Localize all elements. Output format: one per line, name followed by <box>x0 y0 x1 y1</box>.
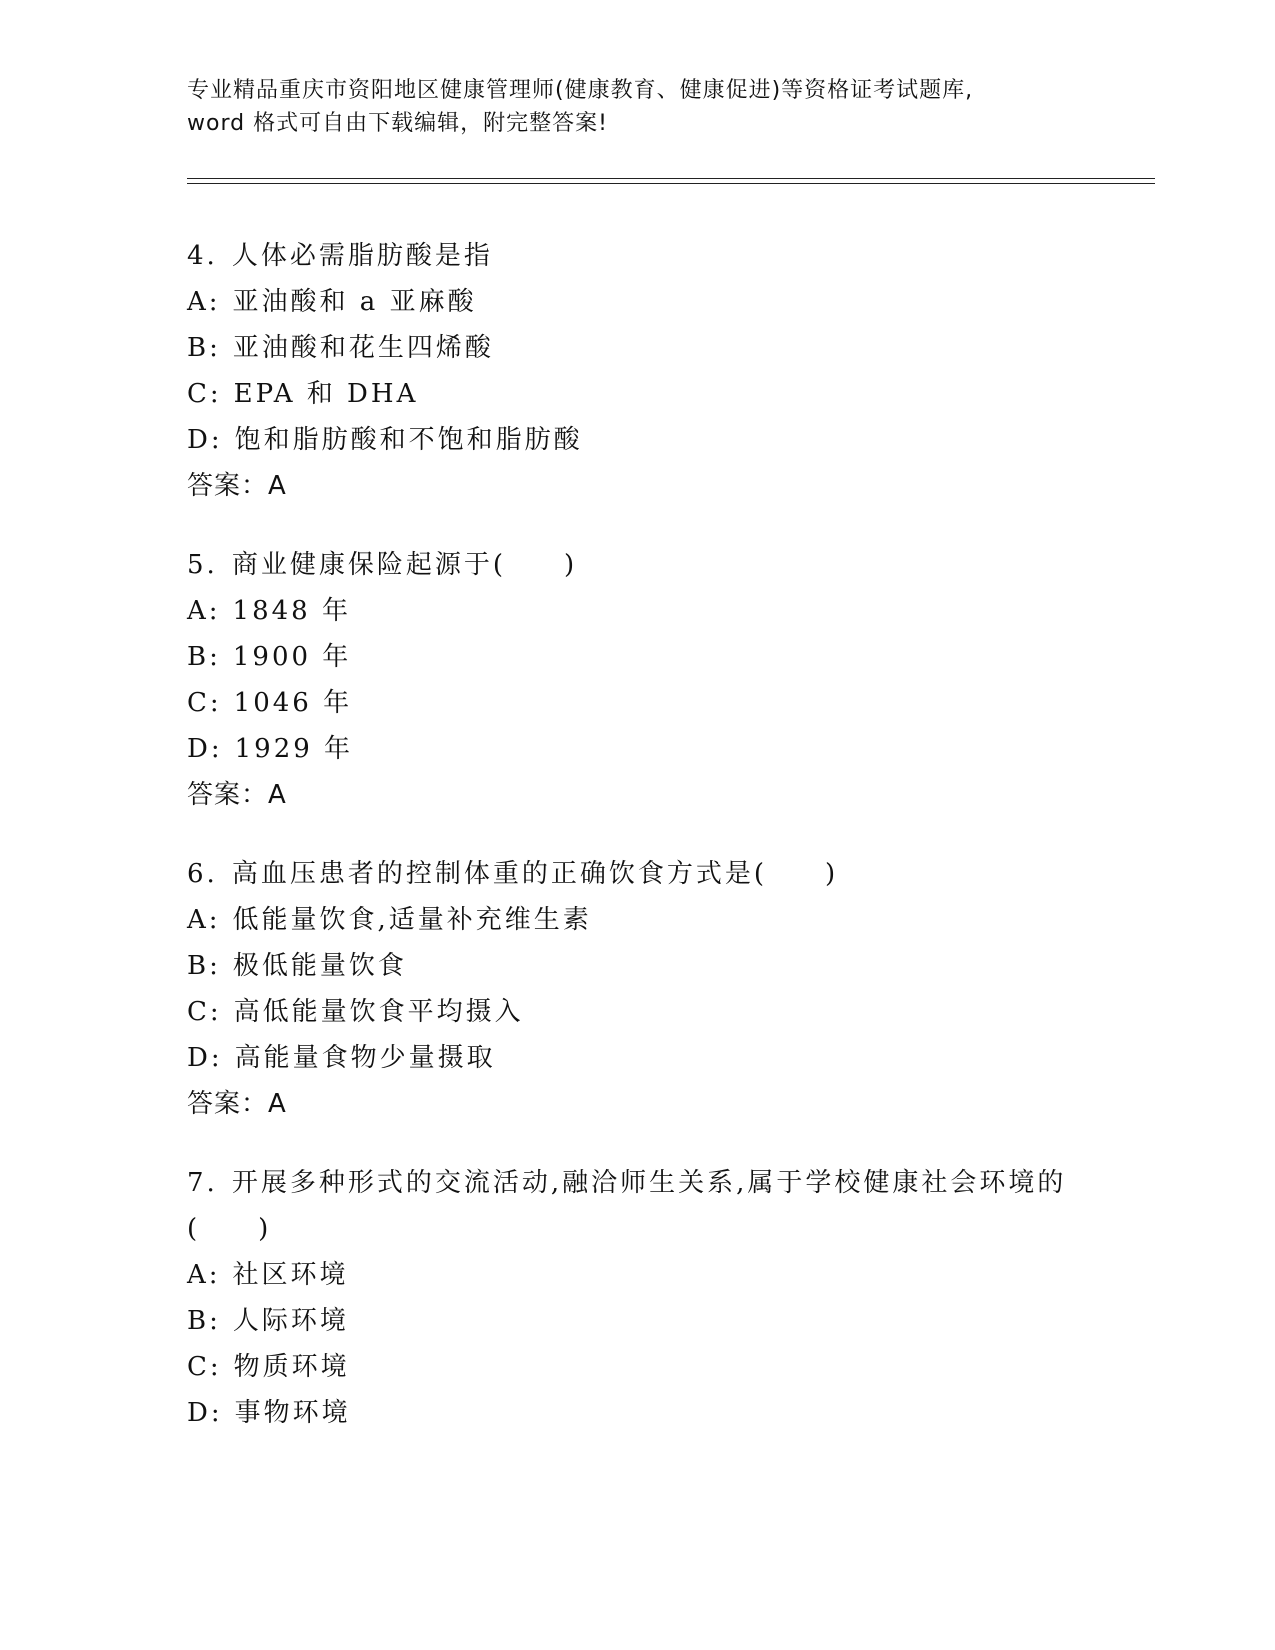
option-d <box>187 1390 1087 1436</box>
option-d <box>187 726 1087 772</box>
option-key: D: <box>187 1043 223 1073</box>
question-stem <box>187 542 1087 588</box>
answer-line: 答案：A <box>187 780 287 810</box>
option-b <box>187 1298 1087 1344</box>
option-d <box>187 1035 1087 1081</box>
header-line-2: word 格式可自由下载编辑，附完整答案! <box>187 111 608 136</box>
option-a <box>187 897 1087 943</box>
question-6 <box>187 851 1087 1127</box>
option-text: 高低能量饮食平均摄入 <box>233 997 524 1027</box>
option-key: C: <box>187 688 222 718</box>
question-7 <box>187 1160 1087 1436</box>
answer-line: 答案：A <box>187 1089 287 1119</box>
question-list <box>187 233 1087 1469</box>
option-text: 1900 年 <box>232 642 352 672</box>
option-a <box>187 1252 1087 1298</box>
document-header <box>187 74 1087 140</box>
option-key: D: <box>187 734 223 764</box>
option-a <box>187 279 1087 325</box>
option-key: D: <box>187 1398 223 1428</box>
option-text: 社区环境 <box>232 1260 349 1290</box>
option-b <box>187 325 1087 371</box>
option-key: C: <box>187 379 222 409</box>
question-text: 开展多种形式的交流活动,融洽师生关系,属于学校健康社会环境的 <box>231 1168 1067 1198</box>
option-text: 事物环境 <box>234 1398 351 1428</box>
option-key: B: <box>187 951 221 981</box>
option-text: 高能量食物少量摄取 <box>234 1043 496 1073</box>
option-text: 亚油酸和 a 亚麻酸 <box>232 287 477 317</box>
option-text: 1848 年 <box>232 596 351 626</box>
option-text: 极低能量饮食 <box>232 951 407 981</box>
question-stem <box>187 1160 1087 1206</box>
question-stem <box>187 233 1087 279</box>
option-a <box>187 588 1087 634</box>
option-key: B: <box>187 1306 221 1336</box>
option-text: 物质环境 <box>233 1352 350 1382</box>
question-text: 商业健康保险起源于( ) <box>231 550 578 580</box>
option-c <box>187 989 1087 1035</box>
question-number: 5. <box>187 550 218 580</box>
answer-line: 答案：A <box>187 471 287 501</box>
option-b <box>187 634 1087 680</box>
option-c <box>187 371 1087 417</box>
option-c <box>187 1344 1087 1390</box>
option-text: 人际环境 <box>232 1306 349 1336</box>
option-key: A: <box>187 1260 221 1290</box>
option-text: 饱和脂肪酸和不饱和脂肪酸 <box>234 425 583 455</box>
question-5 <box>187 542 1087 818</box>
question-number: 6. <box>187 859 218 889</box>
option-text: 1046 年 <box>233 688 353 718</box>
option-key: B: <box>187 642 221 672</box>
question-number: 7. <box>187 1168 218 1198</box>
option-d <box>187 417 1087 463</box>
option-key: A: <box>187 596 221 626</box>
option-key: B: <box>187 333 221 363</box>
option-text: 亚油酸和花生四烯酸 <box>232 333 494 363</box>
option-key: A: <box>187 905 221 935</box>
option-c <box>187 680 1087 726</box>
option-key: C: <box>187 1352 222 1382</box>
header-line-1: 专业精品重庆市资阳地区健康管理师(健康教育、健康促进)等资格证考试题库, <box>187 78 974 103</box>
header-divider-bottom <box>187 183 1155 184</box>
option-text: 1929 年 <box>234 734 354 764</box>
question-stem-continuation: ( ) <box>187 1214 272 1244</box>
option-key: D: <box>187 425 223 455</box>
question-text: 人体必需脂肪酸是指 <box>231 241 493 271</box>
header-divider-top <box>187 178 1155 179</box>
question-number: 4. <box>187 241 218 271</box>
question-4 <box>187 233 1087 509</box>
option-key: C: <box>187 997 222 1027</box>
question-stem <box>187 851 1087 897</box>
option-key: A: <box>187 287 221 317</box>
option-text: EPA 和 DHA <box>233 379 419 409</box>
option-b <box>187 943 1087 989</box>
option-text: 低能量饮食,适量补充维生素 <box>232 905 592 935</box>
question-text: 高血压患者的控制体重的正确饮食方式是( ) <box>231 859 839 889</box>
